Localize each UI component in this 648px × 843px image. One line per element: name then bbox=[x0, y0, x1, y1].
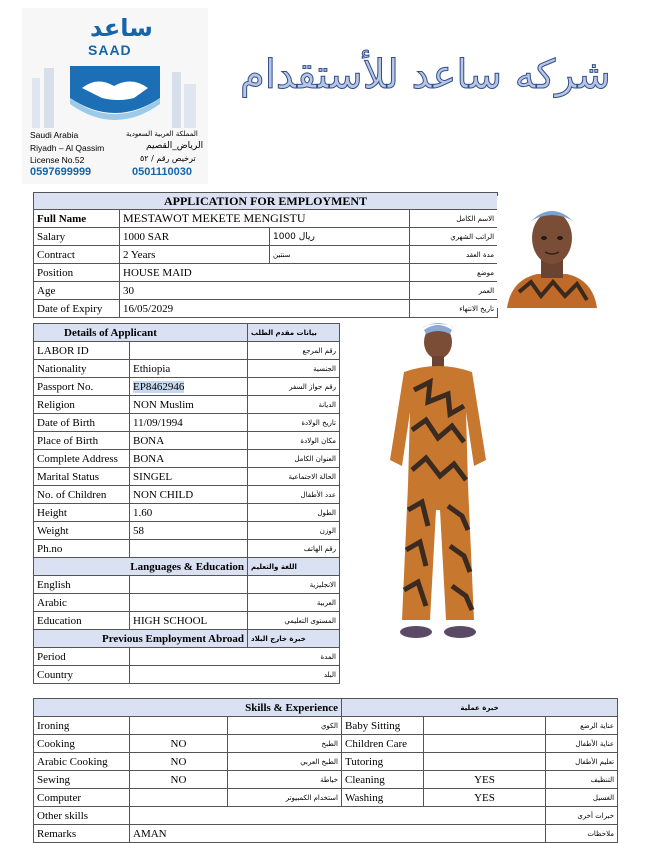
skills-header: Skills & Experience bbox=[34, 699, 342, 717]
logo-country-ar: المملكة العربية السعودية bbox=[126, 130, 198, 138]
row-salary: Salary 1000 SAR ريال 1000 الراتب الشهري bbox=[34, 228, 498, 246]
row-dob: Date of Birth 11/09/1994 تاريخ الولادة bbox=[34, 414, 340, 432]
row-address: Complete Address BONA العنوان الكامل bbox=[34, 450, 340, 468]
row-contract: Contract 2 Years سنتين مدة العقد bbox=[34, 246, 498, 264]
row-passport: Passport No. EP8462946 رقم جواز السفر bbox=[34, 378, 340, 396]
company-logo bbox=[22, 8, 208, 184]
row-remarks: Remarks AMAN ملاحظات bbox=[34, 825, 618, 843]
logo-name-ar: ساعد bbox=[90, 14, 153, 42]
details-header-ar: بيانات مقدم الطلب bbox=[248, 324, 340, 342]
row-height: Height 1.60 الطول bbox=[34, 504, 340, 522]
row-sewing: Sewing NO خياطة Cleaning YES التنظيف bbox=[34, 771, 618, 789]
company-title: شركه ساعد للأستقدام bbox=[240, 52, 611, 98]
row-cooking: Cooking NO الطبخ Children Care عناية الأطفال bbox=[34, 735, 618, 753]
summary-table bbox=[33, 192, 498, 318]
row-weight: Weight 58 الوزن bbox=[34, 522, 340, 540]
languages-header: Languages & Education bbox=[34, 558, 248, 576]
row-marital-status: Marital Status SINGEL الحالة الاجتماعية bbox=[34, 468, 340, 486]
row-position: Position HOUSE MAID موضع bbox=[34, 264, 498, 282]
logo-city-ar: الرياض_القصيم bbox=[146, 141, 204, 151]
row-nationality: Nationality Ethiopia الجنسية bbox=[34, 360, 340, 378]
skills-table bbox=[33, 698, 618, 843]
previous-employment-header: Previous Employment Abroad bbox=[34, 630, 248, 648]
passport-value: EP8462946 bbox=[133, 380, 185, 393]
row-arabic: Arabic العربية bbox=[34, 594, 340, 612]
logo-city-en: Riyadh – Al Qassim bbox=[30, 143, 105, 153]
previous-employment-header-ar: خبرة خارج البلاد bbox=[248, 630, 340, 648]
form-title: APPLICATION FOR EMPLOYMENT bbox=[34, 193, 498, 210]
row-country: Country البلد bbox=[34, 666, 340, 684]
skills-header-ar: خبرة عملية bbox=[342, 699, 618, 717]
logo-license-ar: ترخيص رقم / ٥٢ bbox=[140, 154, 196, 163]
row-labor-id: LABOR ID رقم المرجع bbox=[34, 342, 340, 360]
row-computer: Computer استخدام الكمبيوتر Washing YES الغسيل bbox=[34, 789, 618, 807]
row-age: Age 30 العمر bbox=[34, 282, 498, 300]
logo-country-en: Saudi Arabia bbox=[30, 130, 79, 140]
row-english: English الانجليزية bbox=[34, 576, 340, 594]
languages-header-ar: اللغة والتعليم bbox=[248, 558, 340, 576]
logo-license-en: License No.52 bbox=[30, 155, 85, 165]
skyline-handshake-icon bbox=[22, 58, 208, 130]
row-full-name: Full Name MESTAWOT MEKETE MENGISTU الاسم الكامل bbox=[34, 210, 498, 228]
row-place-of-birth: Place of Birth BONA مكان الولادة bbox=[34, 432, 340, 450]
portrait-photo bbox=[497, 196, 607, 308]
row-expiry: Date of Expiry 16/05/2029 تاريخ الانتهاء bbox=[34, 300, 498, 318]
row-phone: Ph.no رقم الهاتف bbox=[34, 540, 340, 558]
logo-phone-2: 0501110030 bbox=[132, 166, 192, 178]
row-arabic-cooking: Arabic Cooking NO الطبخ العربي Tutoring تعليم الأطفال bbox=[34, 753, 618, 771]
details-table bbox=[33, 323, 340, 684]
row-education: Education HIGH SCHOOL المستوى التعليمي bbox=[34, 612, 340, 630]
row-other-skills: Other skills خبرات أخرى bbox=[34, 807, 618, 825]
row-ironing: Ironing الكوي Baby Sitting عناية الرضع bbox=[34, 717, 618, 735]
logo-phone-1: 0597699999 bbox=[30, 166, 92, 178]
row-period: Period المدة bbox=[34, 648, 340, 666]
full-body-photo bbox=[378, 320, 498, 650]
row-religion: Religion NON Muslim الديانة bbox=[34, 396, 340, 414]
logo-name-en: SAAD bbox=[88, 42, 132, 58]
details-header: Details of Applicant bbox=[34, 324, 248, 342]
row-children: No. of Children NON CHILD عدد الأطفال bbox=[34, 486, 340, 504]
